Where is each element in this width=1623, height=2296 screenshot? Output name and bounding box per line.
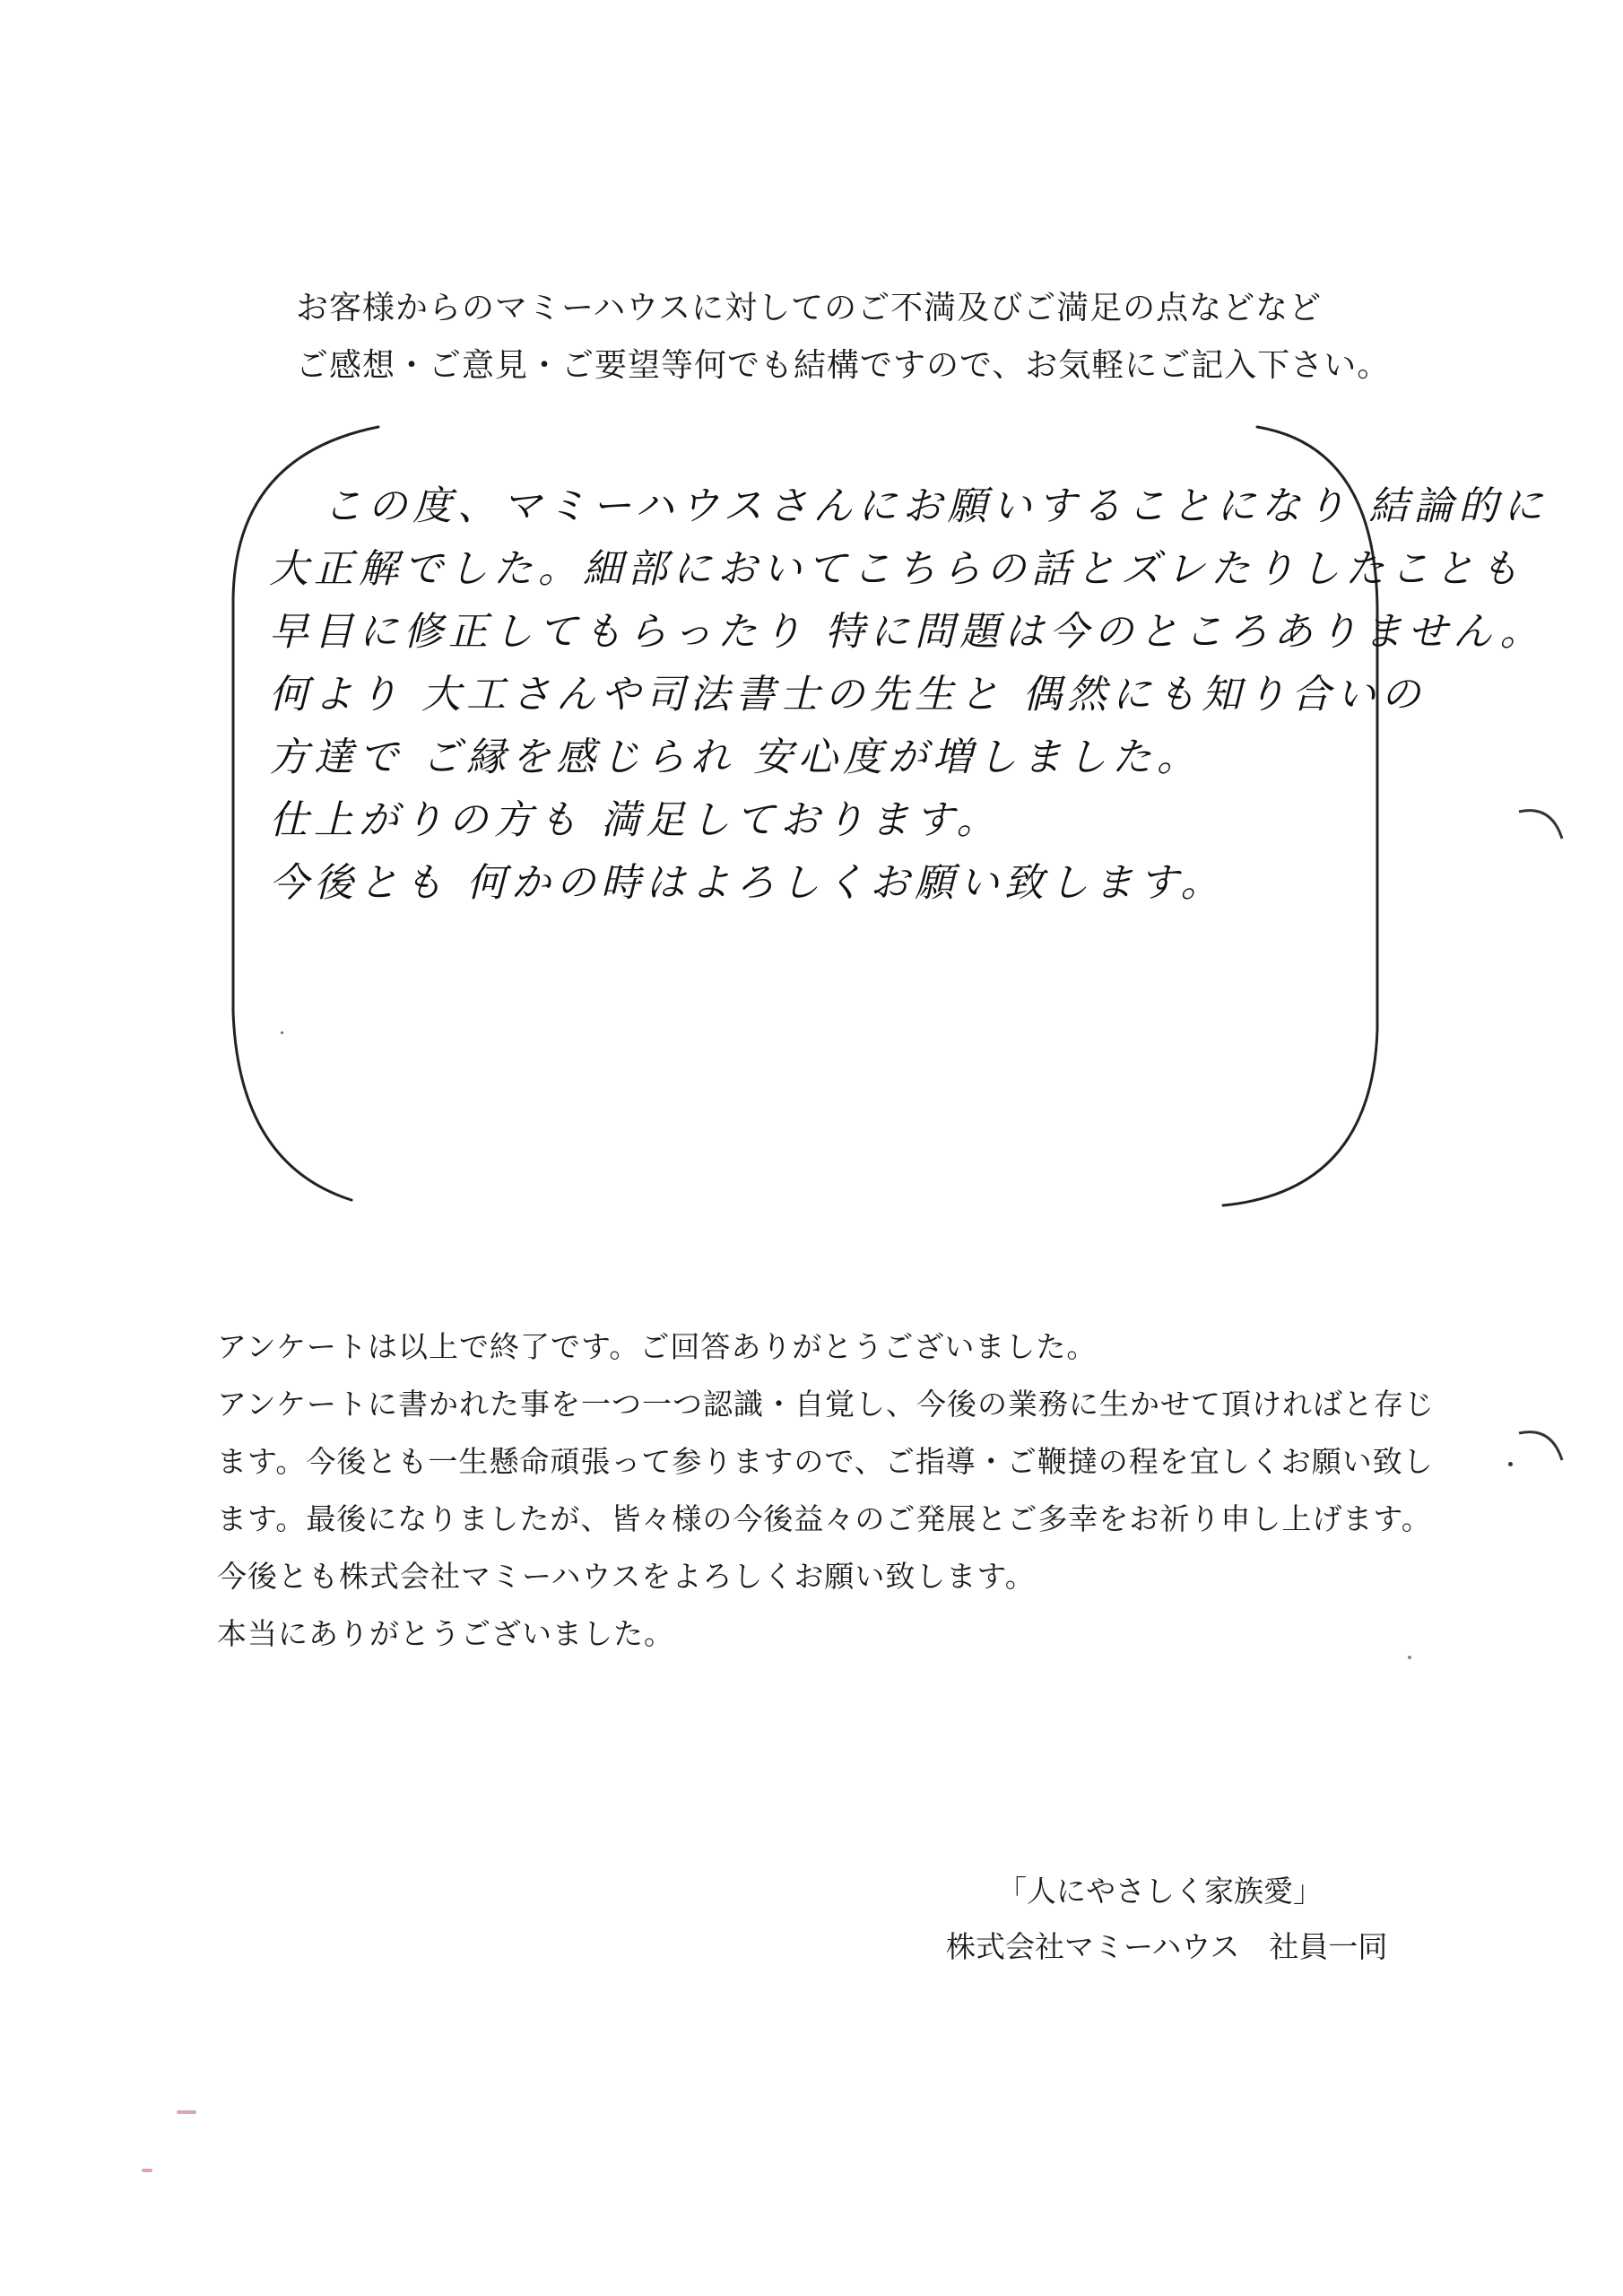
comment-line: 早目に修正してもらったり 特に問題は今のところありません。 [269,609,1545,655]
company-name: 株式会社マミーハウス 社員一同 [946,1929,1388,1964]
comment-line: 今後とも 何かの時はよろしくお願い致します。 [269,860,1226,906]
company-slogan: 「人にやさしく家族愛」 [997,1874,1323,1909]
instruction-line: お客様からのマミーハウスに対してのご不満及びご満足の点などなど [296,290,1323,326]
scan-speck [1508,1462,1513,1466]
comment-line: この度、マミーハウスさんにお願いすることになり 結論的に [323,483,1549,529]
company-signature [946,1864,1394,1975]
comment-line: 仕上がりの方も 満足しております。 [269,797,1002,843]
customer-comment [269,475,1549,915]
closing-line: アンケートに書かれた事を一つ一つ認識・自覚し、今後の業務に生かせて頂ければと存じ [217,1387,1436,1422]
closing-message [217,1318,1436,1663]
closing-line: ます。今後とも一生懸命頑張って参りますので、ご指導・ご鞭撻の程を宜しくお願い致し [217,1444,1434,1479]
punch-hole-mark-upper [1515,803,1569,848]
scan-speck [281,1031,283,1034]
instruction-line: ご感想・ご意見・ご要望等何でも結構ですので、お気軽にご記入下さい。 [296,347,1391,384]
comment-line: 何より 大工さんや司法書士の先生と 偶然にも知り合いの [269,672,1426,718]
survey-instructions [296,280,1426,395]
scan-speck [1408,1656,1411,1659]
closing-line: 今後とも株式会社マミーハウスをよろしくお願い致します。 [217,1559,1036,1594]
comment-line: 方達で ご縁を感じられ 安心度が増しました。 [269,735,1202,780]
closing-line: 本当にありがとうございました。 [217,1616,674,1651]
closing-line: ます。最後になりましたが、皆々様の今後益々のご発展とご多幸をお祈り申し上げます。 [217,1501,1432,1536]
closing-line: アンケートは以上で終了です。ご回答ありがとうございました。 [217,1329,1098,1364]
comment-line: 大正解でした。細部においてこちらの話とズレたりしたことも [269,546,1524,592]
scan-speck [142,2169,152,2172]
punch-hole-mark-lower [1515,1424,1569,1469]
scan-speck [177,2110,196,2114]
